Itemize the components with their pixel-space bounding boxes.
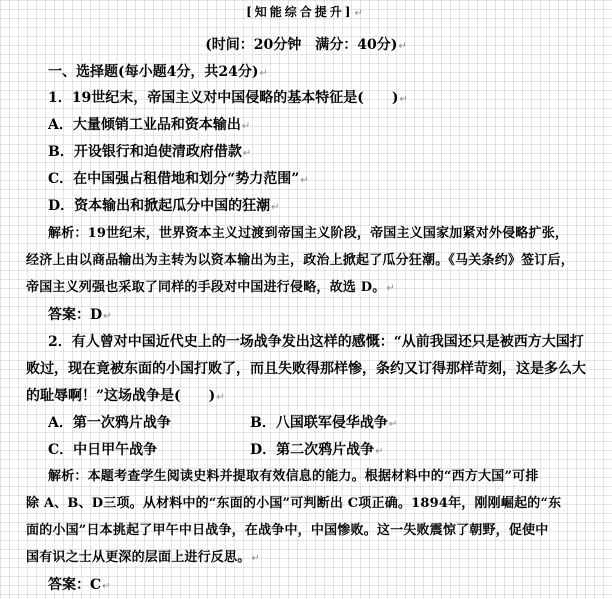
paragraph-mark-icon: ↵ <box>398 41 407 52</box>
part-heading <box>48 62 268 84</box>
q2-stem-line-3 <box>26 386 225 408</box>
q1-stem <box>48 88 408 110</box>
paragraph-mark-icon: ↵ <box>375 446 384 457</box>
q1-analysis-line-2: 经济上由以商品输出为主转为以资本输出为主，政治上掀起了瓜分狂潮。《马关条约》签订后， <box>26 253 574 268</box>
paragraph-mark-icon: ↵ <box>103 311 112 322</box>
q1-option-d <box>48 196 280 218</box>
paragraph-mark-icon: ↵ <box>242 148 252 159</box>
section-title-text: [知能综合提升] <box>246 5 354 19</box>
paragraph-mark-icon: ↵ <box>271 202 280 213</box>
q2-option-a: A．第一次鸦片战争 <box>48 415 171 431</box>
paragraph-mark-icon: ↵ <box>354 8 366 19</box>
q1-analysis-line-1: 解析：19世纪末，世界资本主义过渡到帝国主义阶段，帝国主义国家加紧对外侵略扩张， <box>48 226 569 241</box>
q1-answer <box>48 305 112 327</box>
q2-option-c: C．中日甲午战争 <box>48 442 158 458</box>
q2-stem-line-1: 2．有人曾对中国近代史上的一场战争发出这样的感慨：“从前我国还只是被西方大国打 <box>48 334 584 350</box>
time-info-text: (时间：20分钟 满分：40分) <box>205 37 398 53</box>
q1-option-c-text: C．在中国强占租借地和划分“势力范围” <box>48 171 300 187</box>
q1-option-d-text: D．资本输出和掀起瓜分中国的狂潮 <box>48 198 271 214</box>
section-title <box>0 2 612 24</box>
q2-analysis-line-3: 面的小国”日本挑起了甲午中日战争，在战争中，中国惨败。这一失败震惊了朝野，促使中 <box>26 523 549 538</box>
paragraph-mark-icon: ↵ <box>251 553 260 564</box>
q2-analysis-line-4 <box>26 548 260 569</box>
q2-option-d-text: D．第二次鸦片战争 <box>250 442 375 458</box>
q1-analysis-line-3-text: 帝国主义列强也采取了同样的手段对中国进行侵略，故选 D。 <box>26 280 386 295</box>
time-info <box>0 35 612 57</box>
q2-analysis-line-4-text: 国有识之士从更深的层面上进行反思。 <box>26 550 251 565</box>
q2-analysis-line-2: 除 A、B、D三项。从材料中的“东面的小国”可判断出 C项正确。1894年，刚刚崛起的“东 <box>26 496 562 511</box>
q1-analysis-line-3 <box>26 278 395 299</box>
paragraph-mark-icon: ↵ <box>241 121 251 132</box>
q2-answer-text: 答案：C <box>48 577 102 593</box>
q2-option-b <box>250 413 397 435</box>
q1-option-c <box>48 169 309 191</box>
q2-analysis-line-1: 解析：本题考查学生阅读史料并提取有效信息的能力。根据材料中的“西方大国”可排 <box>48 469 539 484</box>
q2-answer <box>48 575 111 597</box>
q1-stem-text: 1．19世纪末，帝国主义对中国侵略的基本特征是( ) <box>48 90 399 106</box>
q1-option-b <box>48 142 251 164</box>
paragraph-mark-icon: ↵ <box>102 581 111 592</box>
part-heading-text: 一、选择题(每小题4分，共24分) <box>48 64 259 80</box>
q1-option-b-text: B．开设银行和迫使清政府借款 <box>48 144 242 160</box>
paragraph-mark-icon: ↵ <box>399 94 408 105</box>
q2-option-b-text: B．八国联军侵华战争 <box>250 415 388 431</box>
q1-option-a <box>48 115 250 137</box>
q1-option-a-text: A．大量倾销工业品和资本输出 <box>48 117 241 133</box>
paragraph-mark-icon: ↵ <box>216 392 225 403</box>
q2-option-d <box>250 440 384 462</box>
q1-answer-text: 答案：D <box>48 307 103 323</box>
paragraph-mark-icon: ↵ <box>300 175 309 186</box>
paragraph-mark-icon: ↵ <box>388 419 398 430</box>
q2-stem-line-2: 败过，现在竟被东面的小国打败了，而且失败得那样惨，条约又订得那样苛刻，这是多么大 <box>26 361 586 377</box>
paragraph-mark-icon: ↵ <box>259 68 268 79</box>
paragraph-mark-icon: ↵ <box>386 283 395 294</box>
q2-stem-line-3-text: 的耻辱啊！”这场战争是( ) <box>26 388 216 404</box>
